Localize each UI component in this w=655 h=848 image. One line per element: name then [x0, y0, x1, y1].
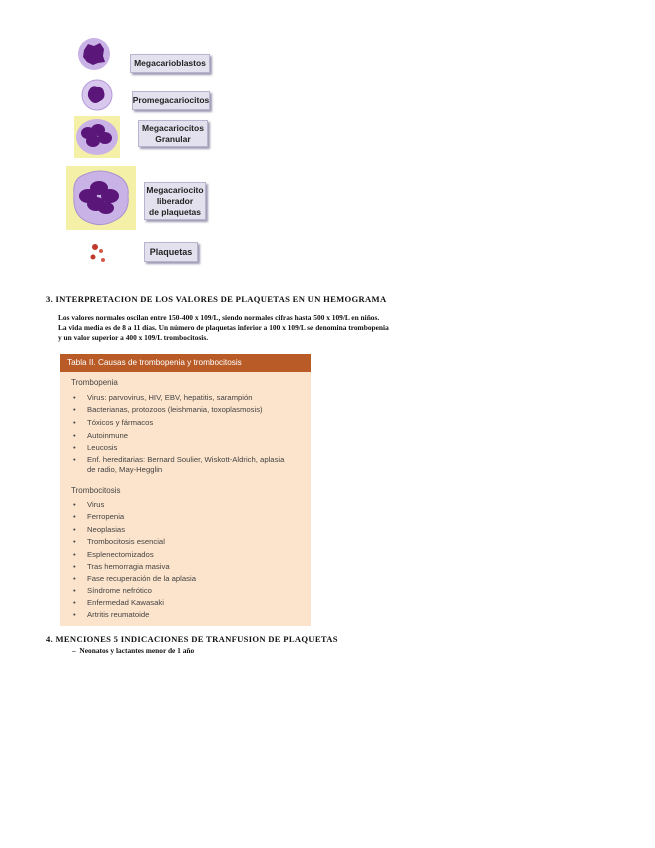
trombocitosis-item-text: Esplenectomizados	[87, 550, 154, 559]
section3-line-1: Los valores normales oscilan entre 150-400 x 109/L, siendo normales cifras hasta 500 x 109/L en niños.	[58, 313, 380, 322]
bullet: •	[73, 537, 76, 546]
trombocitosis-item-text: Trombocitosis esencial	[87, 537, 165, 546]
megacariocito-granular-cell-image	[74, 116, 120, 158]
causes-table	[60, 354, 311, 626]
megacarioblasto-cell-image	[76, 36, 112, 72]
trombopenia-item-text: de radio, May-Hegglin	[87, 465, 163, 474]
dash-bullet: –	[72, 646, 76, 655]
label-promegacariocitos	[132, 91, 210, 110]
bullet: •	[73, 405, 76, 414]
bullet: •	[73, 598, 76, 607]
bullet: •	[73, 393, 76, 402]
bullet: •	[73, 431, 76, 440]
label-liberador-line1: Megacariocito	[146, 184, 204, 195]
bullet: •	[73, 525, 76, 534]
megacariocito-liberador-cell-image	[66, 166, 136, 230]
section3-line-2: La vida media es de 8 a 11 días. Un número de plaquetas inferior a 100 x 109/L se denomina trombopenia	[58, 323, 389, 332]
bullet: •	[73, 455, 76, 464]
bullet: •	[73, 512, 76, 521]
trombopenia-item-text: Enf. hereditarias: Bernard Soulier, Wiskott-Aldrich, aplasia	[87, 455, 285, 464]
bullet: •	[73, 443, 76, 452]
table-title: Tabla II. Causas de trombopenia y trombocitosis	[60, 354, 311, 372]
promegacariocito-cell-image	[80, 78, 114, 112]
trombopenia-item-text: Virus: parvovirus, HIV, EBV, hepatitis, sarampión	[87, 393, 253, 402]
trombocitosis-item-text: Síndrome nefrótico	[87, 586, 152, 595]
trombopenia-title: Trombopenia	[71, 378, 118, 387]
label-megacarioblastos	[130, 54, 210, 73]
bullet: •	[73, 610, 76, 619]
label-liberador-line2: liberador	[156, 195, 194, 206]
bullet: •	[73, 586, 76, 595]
section4-item-text: Neonatos y lactantes menor de 1 año	[79, 646, 195, 655]
label-granular-line2: Granular	[155, 133, 191, 144]
trombopenia-item-text: Autoinmune	[87, 431, 129, 440]
trombocitosis-item-text: Artritis reumatoide	[87, 610, 150, 619]
trombopenia-item-text: Bacterianas, protozoos (leishmania, toxoplasmosis)	[87, 405, 263, 414]
label-granular-line1: Megacariocitos	[142, 122, 204, 133]
plaquetas-image	[86, 240, 112, 268]
trombopenia-item-text: Tóxicos y fármacos	[87, 418, 154, 427]
bullet: •	[73, 550, 76, 559]
label-megacariocitos-granular	[138, 120, 208, 147]
trombocitosis-item-text: Neoplasias	[87, 525, 126, 534]
label-megacariocito-liberador	[144, 182, 206, 220]
label-megacarioblastos-text: Megacarioblastos	[134, 58, 206, 68]
trombopenia-item-text: Leucosis	[87, 443, 118, 452]
label-promegacariocitos-text: Promegacariocitos	[132, 95, 210, 105]
section4-item	[72, 646, 194, 656]
trombocitosis-item-text: Ferropenia	[87, 512, 125, 521]
section4-heading: 4. MENCIONES 5 INDICACIONES DE TRANFUSION DE PLAQUETAS	[46, 634, 338, 644]
trombocitosis-item-text: Virus	[87, 500, 105, 509]
label-liberador-line3: de plaquetas	[149, 206, 201, 217]
bullet: •	[73, 418, 76, 427]
label-plaquetas-text: Plaquetas	[149, 246, 193, 257]
trombocitosis-item-text: Enfermedad Kawasaki	[87, 598, 164, 607]
bullet: •	[73, 574, 76, 583]
bullet: •	[73, 562, 76, 571]
trombocitosis-item-text: Fase recuperación de la aplasia	[87, 574, 196, 583]
bullet: •	[73, 500, 76, 509]
trombocitosis-title: Trombocitosis	[71, 486, 121, 495]
label-plaquetas	[144, 242, 198, 262]
section3-line-3: y un valor superior a 400 x 109/L trombocitosis.	[58, 333, 209, 342]
section3-heading: 3. INTERPRETACION DE LOS VALORES DE PLAQUETAS EN UN HEMOGRAMA	[46, 294, 387, 304]
trombocitosis-item-text: Tras hemorragia masiva	[87, 562, 170, 571]
